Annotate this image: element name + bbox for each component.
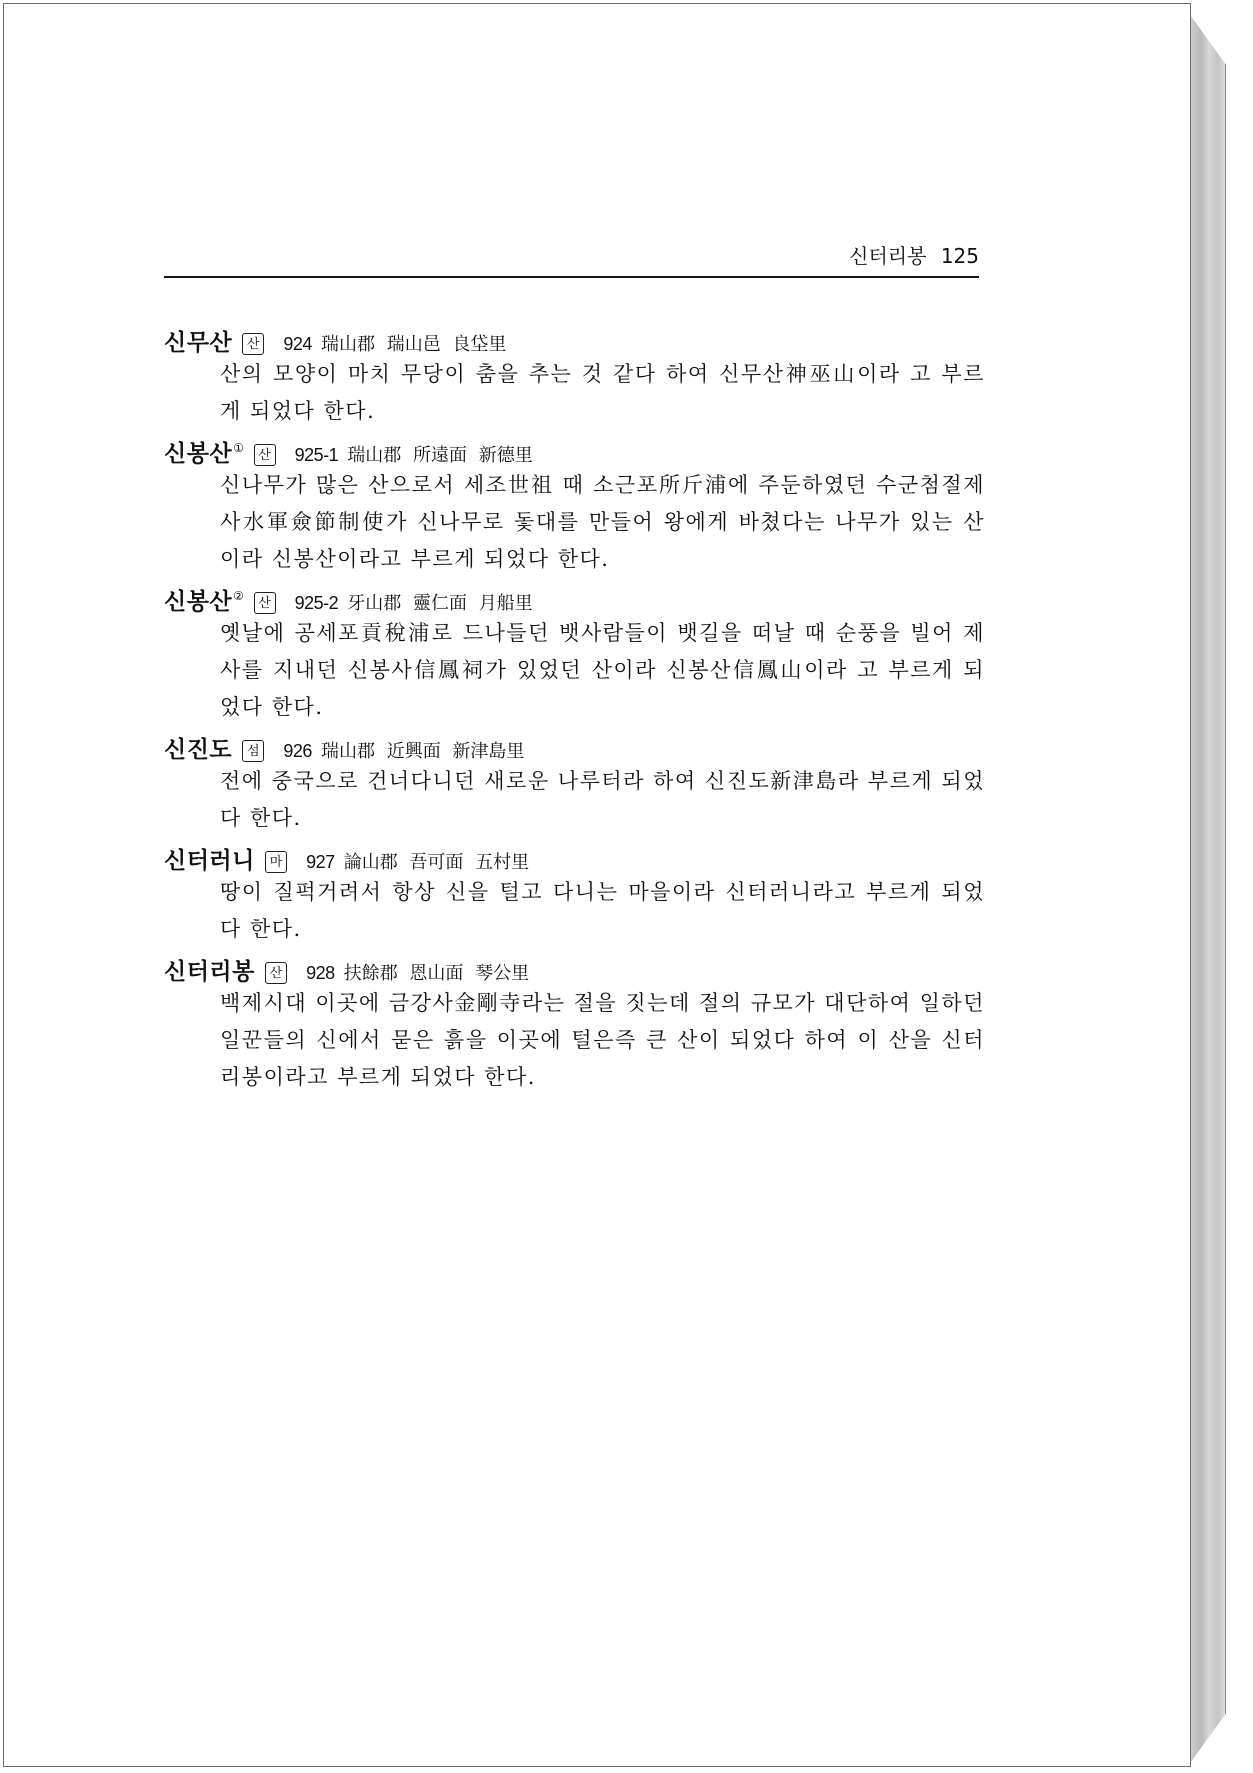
kind-badge: 산 [242, 333, 264, 355]
entry-head [164, 430, 984, 467]
entry-term: 신무산 [164, 329, 233, 356]
entry-term: 신터리봉 [164, 958, 255, 985]
entry [164, 726, 984, 837]
entry-number: 928 [306, 962, 335, 983]
entry-body: 땅이 질퍽거려서 항상 신을 털고 다니는 마을이라 신터러니라고 부르게 되었다 한다. [220, 880, 985, 941]
entry-location: 瑞山郡 所遠面 新德里 [347, 444, 533, 466]
entry-term: 신봉산① [164, 440, 245, 467]
entry-term: 신봉산② [164, 588, 245, 615]
entry-location: 瑞山郡 瑞山邑 良垈里 [320, 333, 507, 355]
entry [164, 578, 984, 726]
entry-number: 927 [306, 851, 335, 872]
page-edge-stack [1188, 12, 1226, 1766]
entry-location: 論山郡 吾可面 五村里 [343, 851, 530, 873]
running-head-title: 신터리봉 [849, 244, 927, 268]
entry-head [164, 948, 984, 985]
entry-body: 신나무가 많은 산으로서 세조世祖 때 소근포所斤浦에 주둔하였던 수군첨절제사水軍僉節制使가 신나무로 돛대를 만들어 왕에게 바쳤다는 나무가 있는 산이라 신봉산이라고 부르게 되었다 한다. [220, 473, 985, 571]
entry-location: 瑞山郡 近興面 新津島里 [320, 740, 525, 762]
entry [164, 430, 984, 578]
book-page [3, 3, 1191, 1767]
kind-badge: 산 [254, 592, 276, 614]
kind-badge: 마 [265, 851, 287, 873]
entry-location: 扶餘郡 恩山面 琴公里 [343, 962, 530, 984]
entry-head [164, 319, 984, 356]
entry-list [164, 319, 984, 1096]
entry-number: 925-1 [294, 444, 339, 465]
entry [164, 948, 984, 1096]
running-head [164, 236, 979, 278]
entry-body: 백제시대 이곳에 금강사金剛寺라는 절을 짓는데 절의 규모가 대단하여 일하던 일꾼들의 신에서 묻은 흙을 이곳에 털은즉 큰 산이 되었다 하여 이 산을 신터리봉이라고 부르게 되었다 한다. [220, 991, 985, 1089]
entry-body: 전에 중국으로 건너다니던 새로운 나루터라 하여 신진도新津島라 부르게 되었다 한다. [220, 769, 985, 830]
entry-term: 신터러니 [164, 847, 255, 874]
entry-location: 牙山郡 靈仁面 月船里 [347, 592, 533, 614]
entry-number: 924 [283, 333, 312, 354]
entry-head [164, 837, 984, 874]
kind-badge: 섬 [242, 740, 264, 762]
entry-number: 926 [283, 740, 312, 761]
entry [164, 319, 984, 430]
kind-badge: 산 [265, 962, 287, 984]
entry-number: 925-2 [294, 592, 339, 613]
entry [164, 837, 984, 948]
page-number: 125 [940, 244, 979, 268]
entry-head [164, 726, 984, 763]
entry-term: 신진도 [164, 736, 233, 763]
entry-body: 옛날에 공세포貢稅浦로 드나들던 뱃사람들이 뱃길을 떠날 때 순풍을 빌어 제사를 지내던 신봉사信鳳祠가 있었던 산이라 신봉산信鳳山이라 고 부르게 되었다 한다. [220, 621, 985, 719]
entry-body: 산의 모양이 마치 무당이 춤을 추는 것 같다 하여 신무산神巫山이라 고 부르게 되었다 한다. [220, 362, 985, 423]
kind-badge: 산 [254, 444, 276, 466]
entry-head [164, 578, 984, 615]
